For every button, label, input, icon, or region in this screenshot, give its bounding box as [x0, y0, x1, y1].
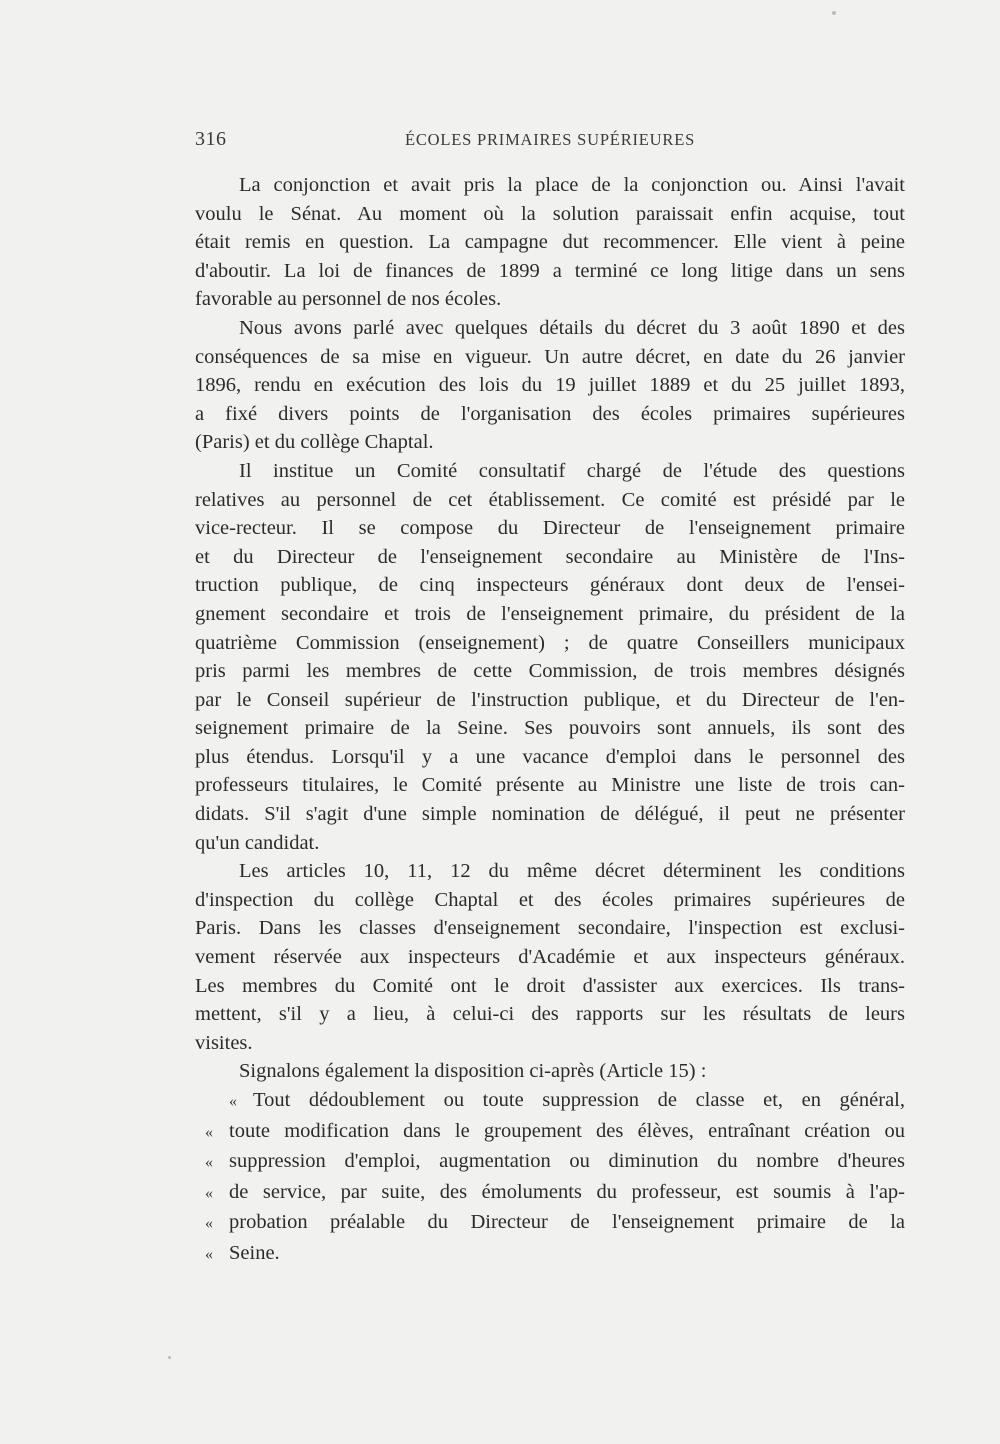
running-head: ÉCOLES PRIMAIRES SUPÉRIEURES — [404, 130, 696, 149]
quote-text: Seine. — [229, 1241, 280, 1264]
text-line: par le Conseil supérieur de l'instruction publique, et du Directeur de l'en- — [195, 688, 905, 711]
text-line: plus étendus. Lorsqu'il y a une vacance d'emploi dans le personnel des — [195, 745, 905, 768]
text-line: d'aboutir. La loi de finances de 1899 a terminé ce long litige dans un sens — [195, 259, 905, 282]
page-header — [195, 128, 905, 160]
paragraph — [195, 1057, 905, 1086]
text-line: Nous avons parlé avec quelques détails du décret du 3 août 1890 et des — [239, 316, 905, 339]
text-line: mettent, s'il y a lieu, à celui-ci des rapports sur les résultats de leurs — [195, 1003, 905, 1026]
quote-line — [195, 1147, 905, 1178]
paragraph — [195, 457, 905, 857]
text-line: Les articles 10, 11, 12 du même décret déterminent les conditions — [239, 860, 905, 883]
paper-speck — [168, 1356, 171, 1359]
text-line: gnement secondaire et trois de l'enseignement primaire, du président de la — [195, 602, 905, 625]
text-line: seignement primaire de la Seine. Ses pouvoirs sont annuels, ils sont des — [195, 717, 905, 740]
text-line: vement réservée aux inspecteurs d'Académie et aux inspecteurs généraux. — [195, 946, 905, 969]
quote-mark: « — [205, 1215, 213, 1233]
text-line: quatrième Commission (enseignement) ; de quatre Conseillers municipaux — [195, 631, 905, 654]
text-line: truction publique, de cinq inspecteurs généraux dont deux de l'ensei- — [195, 574, 905, 597]
quote-mark: « — [205, 1123, 213, 1141]
quote-text: toute modification dans le groupement des élèves, entraînant création ou — [229, 1119, 905, 1142]
quote-text: suppression d'emploi, augmentation ou diminution du nombre d'heures — [229, 1150, 905, 1173]
text-line: était remis en question. La campagne dut recommencer. Elle vient à peine — [195, 231, 905, 254]
paragraph — [195, 171, 905, 314]
quote-text: Tout dédoublement ou toute suppression de classe et, en général, — [253, 1089, 905, 1111]
quote-line — [195, 1178, 905, 1209]
text-line: professeurs titulaires, le Comité présente au Ministre une liste de trois can- — [195, 774, 905, 797]
paragraph — [195, 857, 905, 1057]
quote-mark: « — [229, 1093, 237, 1110]
text-line: voulu le Sénat. Au moment où la solution paraissait enfin acquise, tout — [195, 202, 905, 225]
quote-line — [195, 1117, 905, 1148]
text-line: vice-recteur. Il se compose du Directeur de l'enseignement primaire — [195, 517, 905, 540]
text-line: conséquences de sa mise en vigueur. Un autre décret, en date du 26 janvier — [195, 345, 905, 368]
text-line: et du Directeur de l'enseignement secondaire au Ministère de l'Ins- — [195, 545, 905, 568]
text-line: visites. — [195, 1031, 253, 1054]
text-line: qu'un candidat. — [195, 831, 320, 854]
text-line: Paris. Dans les classes d'enseignement secondaire, l'inspection est exclusi- — [195, 917, 905, 940]
page-number: 316 — [195, 128, 227, 150]
text-line: didats. S'il s'agit d'une simple nomination de délégué, il peut ne présenter — [195, 803, 905, 826]
text-line: Il institue un Comité consultatif chargé de l'étude des questions — [239, 459, 905, 482]
text-line: Les membres du Comité ont le droit d'assister aux exercices. Ils trans- — [195, 974, 905, 997]
text-line: favorable au personnel de nos écoles. — [195, 288, 502, 311]
quote-mark: « — [205, 1184, 213, 1202]
text-line: relatives au personnel de cet établissement. Ce comité est présidé par le — [195, 488, 905, 511]
text-line: La conjonction et avait pris la place de la conjonction ou. Ainsi l'avait — [239, 174, 905, 196]
paragraph — [195, 314, 905, 457]
text-line: pris parmi les membres de cette Commission, de trois membres désignés — [195, 660, 905, 683]
quote-mark: « — [205, 1245, 213, 1263]
text-line: a fixé divers points de l'organisation des écoles primaires supérieures — [195, 402, 905, 425]
quoted-article — [195, 1086, 905, 1270]
body-text — [195, 171, 905, 1270]
text-line: (Paris) et du collège Chaptal. — [195, 431, 434, 454]
paper-speck — [832, 11, 836, 15]
quote-text: de service, par suite, des émoluments du professeur, est soumis à l'ap- — [229, 1180, 905, 1203]
quote-text: probation préalable du Directeur de l'enseignement primaire de la — [229, 1211, 905, 1234]
quote-line — [195, 1208, 905, 1239]
text-line: Signalons également la disposition ci-après (Article 15) : — [239, 1060, 707, 1083]
quote-line — [195, 1239, 905, 1270]
text-line: d'inspection du collège Chaptal et des écoles primaires supérieures de — [195, 888, 905, 911]
quote-mark: « — [205, 1154, 213, 1172]
text-line: 1896, rendu en exécution des lois du 19 juillet 1889 et du 25 juillet 1893, — [195, 374, 905, 397]
quote-line — [195, 1086, 905, 1117]
